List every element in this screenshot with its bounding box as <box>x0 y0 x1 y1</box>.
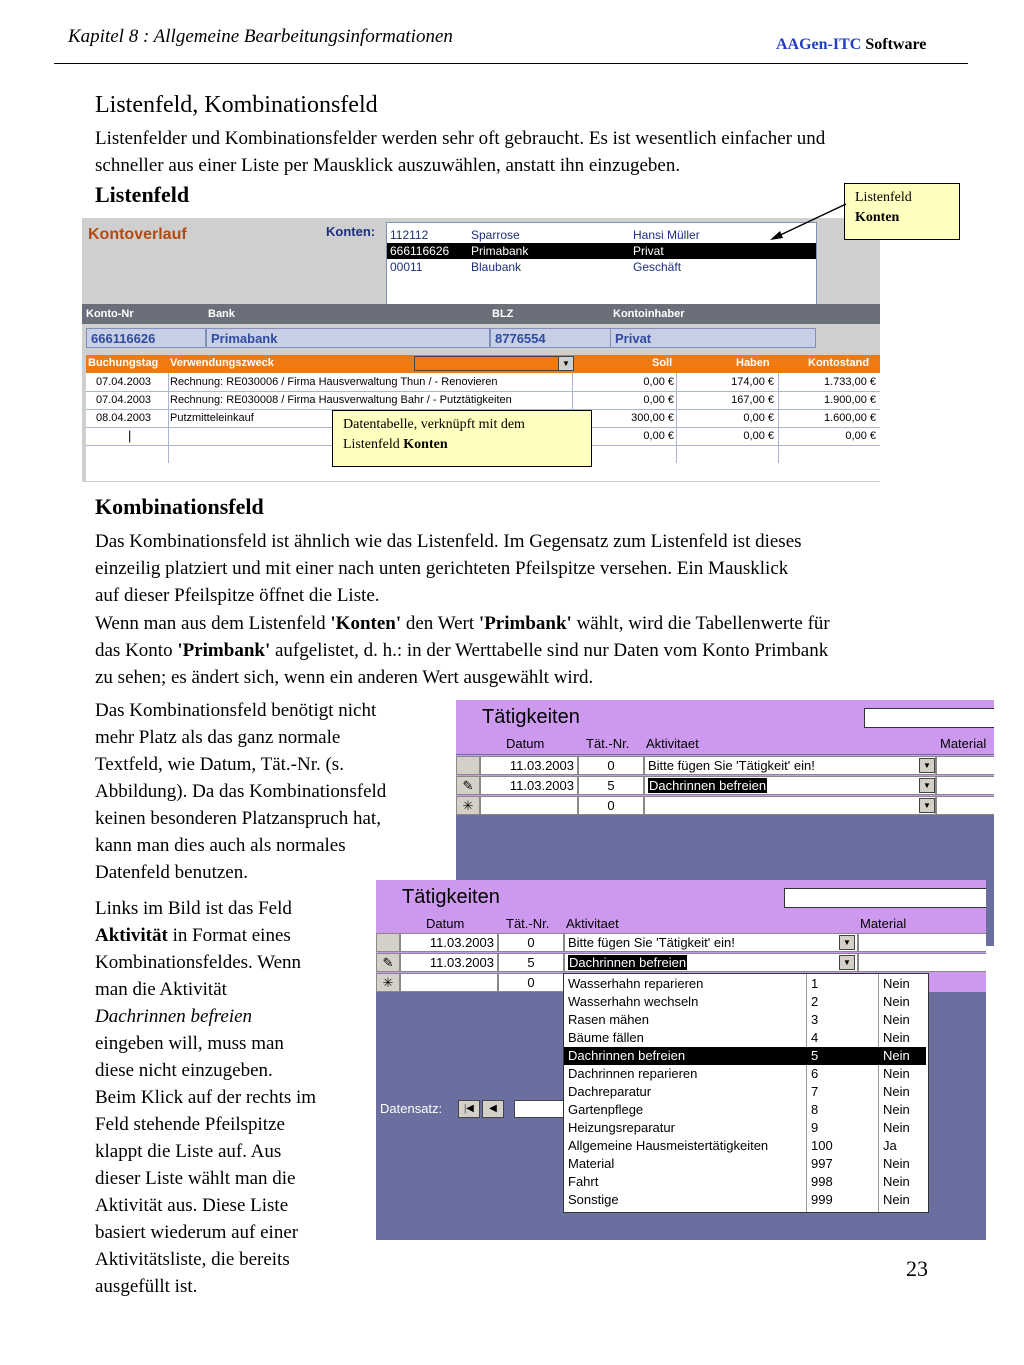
table-row[interactable]: 11.03.2003 0 Bitte fügen Sie 'Tätigkeit' ein! ▼ <box>376 932 986 952</box>
aktivitaet-combobox[interactable]: Dachrinnen befreien <box>564 953 858 972</box>
kombi-para2-line3: zu sehen; es ändert sich, wenn ein anderen Wert ausgewählt wird. <box>95 667 594 688</box>
table-row[interactable]: ✎ 11.03.2003 5 Dachrinnen befreien ▼ <box>376 952 986 972</box>
record-number-input[interactable] <box>514 1100 566 1118</box>
list-item-selected[interactable]: Dachrinnen befreien 5 Nein <box>564 1047 926 1065</box>
list-item[interactable]: Dachrinnen reparieren 6 Nein <box>568 1066 910 1081</box>
konten-label: Konten: <box>326 224 376 239</box>
callout-datentabelle-line1: Datentabelle, verknüpft mit dem <box>343 417 525 432</box>
intro-line-1: Listenfelder und Kombinationsfelder werden sehr oft gebraucht. Es ist wesentlich einfacher und <box>95 128 826 149</box>
kontoverlauf-title: Kontoverlauf <box>88 226 187 243</box>
konto-inhaber: Geschäft <box>633 260 682 274</box>
cell-kontostand: 0,00 € <box>845 430 876 442</box>
record-navigation <box>376 1097 566 1121</box>
list-item[interactable]: Rasen mähen 3 Nein <box>568 1012 910 1027</box>
aktivitaet-combobox[interactable]: Bitte fügen Sie 'Tätigkeit' ein! <box>644 756 936 775</box>
chevron-down-icon[interactable]: ▼ <box>839 955 855 970</box>
table-row-new[interactable]: ✳ 0 <box>376 972 986 992</box>
intro-line-2: schneller aus einer Liste per Mausklick auszuwählen, anstatt ihn einzugeben. <box>95 155 681 176</box>
new-record-icon: ✳ <box>456 796 480 815</box>
list-item[interactable]: Fahrt 998 Nein <box>568 1174 910 1189</box>
aktivitaet-dropdown-list[interactable] <box>563 973 929 1213</box>
kontoinhaber-field[interactable]: Privat <box>610 328 816 348</box>
material-field[interactable] <box>936 776 994 795</box>
kombinationsfeld-heading: Kombinationsfeld <box>95 494 264 519</box>
list-item[interactable]: Dachreparatur 7 Nein <box>568 1084 910 1099</box>
column-header: Datum Tät.-Nr. Aktivitaet Material <box>376 914 986 934</box>
material-field[interactable] <box>936 756 994 775</box>
header-bank: Bank <box>208 308 235 320</box>
konto-nr: 112112 <box>390 228 429 242</box>
konto-nr: 666116626 <box>390 244 450 258</box>
table-row[interactable]: ✎ 11.03.2003 5 Dachrinnen befreien ▼ <box>456 775 994 795</box>
chevron-down-icon[interactable]: ▼ <box>919 798 935 813</box>
konto-inhaber: Privat <box>633 244 664 258</box>
cell-datum: 08.04.2003 <box>96 412 152 424</box>
cell-kontostand: 1.900,00 € <box>824 394 876 406</box>
cell-haben: 0,00 € <box>743 430 774 442</box>
th-buchungstag: Buchungstag <box>88 357 159 369</box>
row-selector[interactable] <box>456 756 480 775</box>
cell-kontostand: 1.600,00 € <box>824 412 876 424</box>
chapter-header: Kapitel 8 : Allgemeine Bearbeitungsinformationen <box>68 26 453 47</box>
column-header: Datum Tät.-Nr. Aktivitaet Material <box>456 734 994 754</box>
aktivitaet-combobox[interactable]: Dachrinnen befreien <box>644 776 936 795</box>
material-field[interactable] <box>936 796 994 815</box>
list-item[interactable]: Bäume fällen 4 Nein <box>568 1030 910 1045</box>
row-selector[interactable] <box>376 933 400 952</box>
taetigkeiten-title: Tätigkeiten <box>482 706 580 728</box>
page-number: 23 <box>906 1256 928 1281</box>
cell-haben: 0,00 € <box>743 412 774 424</box>
header-rule <box>54 63 968 64</box>
cell-zweck: Rechnung: RE030006 / Firma Hausverwaltung Thun / - Renovieren <box>170 376 498 388</box>
chevron-down-icon[interactable]: ▼ <box>919 758 935 773</box>
header-kontoinhaber: Kontoinhaber <box>613 308 685 320</box>
konten-listbox[interactable] <box>386 222 817 306</box>
cell-zweck: Rechnung: RE030008 / Firma Hausverwaltung Bahr / - Putztätigkeiten <box>170 394 512 406</box>
th-soll: Soll <box>652 357 673 369</box>
section-title: Listenfeld, Kombinationsfeld <box>95 92 378 118</box>
cell-soll: 0,00 € <box>643 376 674 388</box>
header-konto-nr: Konto-Nr <box>86 308 134 320</box>
search-input[interactable] <box>784 888 986 908</box>
callout-datentabelle <box>332 410 592 467</box>
konten-list-row-selected[interactable] <box>387 243 816 259</box>
buchungen-table-header <box>86 355 880 373</box>
table-row-new[interactable]: ✳ 0 ▼ <box>456 795 994 815</box>
table-row[interactable] <box>86 391 880 410</box>
callout-listenfeld-line1: Listenfeld <box>855 190 912 205</box>
list-item[interactable]: Wasserhahn reparieren 1 Nein <box>568 976 910 991</box>
taetigkeiten-title: Tätigkeiten <box>402 886 500 908</box>
new-record-icon: ✳ <box>376 973 400 992</box>
callout-listenfeld <box>844 183 960 240</box>
material-field[interactable] <box>858 933 986 952</box>
table-row[interactable]: 11.03.2003 0 Bitte fügen Sie 'Tätigkeit' ein! ▼ <box>456 755 994 775</box>
callout-datentabelle-bold: Konten <box>403 437 448 452</box>
aktivitaet-combobox[interactable] <box>644 796 936 815</box>
chevron-down-icon[interactable]: ▼ <box>839 935 855 950</box>
callout-listenfeld-line2: Konten <box>855 210 900 225</box>
cell-haben: 167,00 € <box>731 394 774 406</box>
kombi-para2-line1: Wenn man aus dem Listenfeld 'Konten' den Wert 'Primbank' wählt, wird die Tabellenwerte für <box>95 613 830 634</box>
brand-software: Software <box>865 36 927 53</box>
konto-nr: 00011 <box>390 260 423 274</box>
list-item[interactable]: Wasserhahn wechseln 2 Nein <box>568 994 910 1009</box>
table-row[interactable] <box>86 373 880 392</box>
kombi-para-line: Das Kombinationsfeld ist ähnlich wie das Listenfeld. Im Gegensatz zum Listenfeld ist dieses <box>95 531 802 552</box>
bank-field[interactable]: Primabank <box>206 328 490 348</box>
cell-soll: 300,00 € <box>631 412 674 424</box>
datensatz-label: Datensatz: <box>380 1101 443 1116</box>
chevron-down-icon[interactable]: ▼ <box>558 357 573 370</box>
list-item[interactable]: Allgemeine Hausmeistertätigkeiten 100 Ja <box>568 1138 897 1153</box>
kombi-para-line: einzeilig platziert und mit einer nach unten gerichteten Pfeilspitze versehen. Ein Mausklick <box>95 558 789 579</box>
konto-nr-field[interactable]: 666116626 <box>86 328 206 348</box>
konten-list-row[interactable] <box>387 259 816 275</box>
pencil-icon: ✎ <box>376 953 400 972</box>
chevron-down-icon[interactable]: ▼ <box>919 778 935 793</box>
konto-bank: Sparrose <box>471 228 520 242</box>
search-input[interactable] <box>864 708 994 728</box>
blz-field[interactable]: 8776554 <box>490 328 612 348</box>
th-verwendungszweck: Verwendungszweck <box>170 357 274 369</box>
list-item[interactable]: Heizungsreparatur 9 Nein <box>568 1120 910 1135</box>
filter-combobox[interactable] <box>414 356 574 371</box>
text-cursor: | <box>128 428 132 443</box>
brand-header <box>776 36 926 54</box>
kombi-para2-line2: das Konto 'Primbank' aufgelistet, d. h.: in der Werttabelle sind nur Daten vom Konto Primbank <box>95 640 829 661</box>
cell-haben: 174,00 € <box>731 376 774 388</box>
konto-bank: Blaubank <box>471 260 522 274</box>
pencil-icon: ✎ <box>456 776 480 795</box>
konto-bank: Primabank <box>471 244 529 258</box>
listenfeld-heading: Listenfeld <box>95 182 190 207</box>
cell-datum: 07.04.2003 <box>96 376 152 388</box>
cell-soll: 0,00 € <box>643 430 674 442</box>
brand-name: AAGen-ITC <box>776 36 862 53</box>
list-item[interactable]: Sonstige 999 Nein <box>568 1192 910 1207</box>
list-item[interactable]: Material 997 Nein <box>568 1156 910 1171</box>
cell-soll: 0,00 € <box>643 394 674 406</box>
header-blz: BLZ <box>492 308 514 320</box>
material-field[interactable] <box>858 953 986 972</box>
callout-datentabelle-prefix: Listenfeld <box>343 437 404 452</box>
th-haben: Haben <box>736 357 770 369</box>
left-text-1: Das Kombinationsfeld benötigt nicht mehr Platz als das ganz normale Textfeld, wie Datum, Tät.-Nr. (s. Abbildung). Da das Kombinationsfeld keinen besonderen Platzanspruch hat, kann man dies auch als normales Datenfeld benutzen. <box>95 700 387 883</box>
th-kontostand: Kontostand <box>808 357 870 369</box>
konto-inhaber: Hansi Müller <box>633 228 700 242</box>
previous-record-icon[interactable]: ◀ <box>482 1100 504 1118</box>
konten-list-row[interactable] <box>387 227 816 243</box>
cell-zweck: Putzmitteleinkauf <box>170 412 254 424</box>
first-record-icon[interactable]: |◀ <box>458 1100 480 1118</box>
aktivitaet-combobox[interactable]: Bitte fügen Sie 'Tätigkeit' ein! <box>564 933 858 952</box>
list-item[interactable]: Gartenpflege 8 Nein <box>568 1102 910 1117</box>
cell-kontostand: 1.733,00 € <box>824 376 876 388</box>
cell-datum: 07.04.2003 <box>96 394 152 406</box>
kombi-para-line: auf dieser Pfeilspitze öffnet die Liste. <box>95 585 380 606</box>
konto-field-header-bar <box>82 304 880 324</box>
callout-arrow <box>760 200 850 250</box>
left-text-2: Links im Bild ist das Feld Aktivität in Format eines Kombinationsfeldes. Wenn man die Aktivität Dachrinnen befreien eingeben will, muss man diese nicht einzugeben. Beim Klick auf der rechts im Feld stehende Pfeilspitze klappt die Liste auf. Aus dieser Liste wählt man die Aktivität aus. Diese Liste basiert wiederum auf einer Aktivitätsliste, die bereits ausgefüllt ist. <box>95 898 317 1297</box>
